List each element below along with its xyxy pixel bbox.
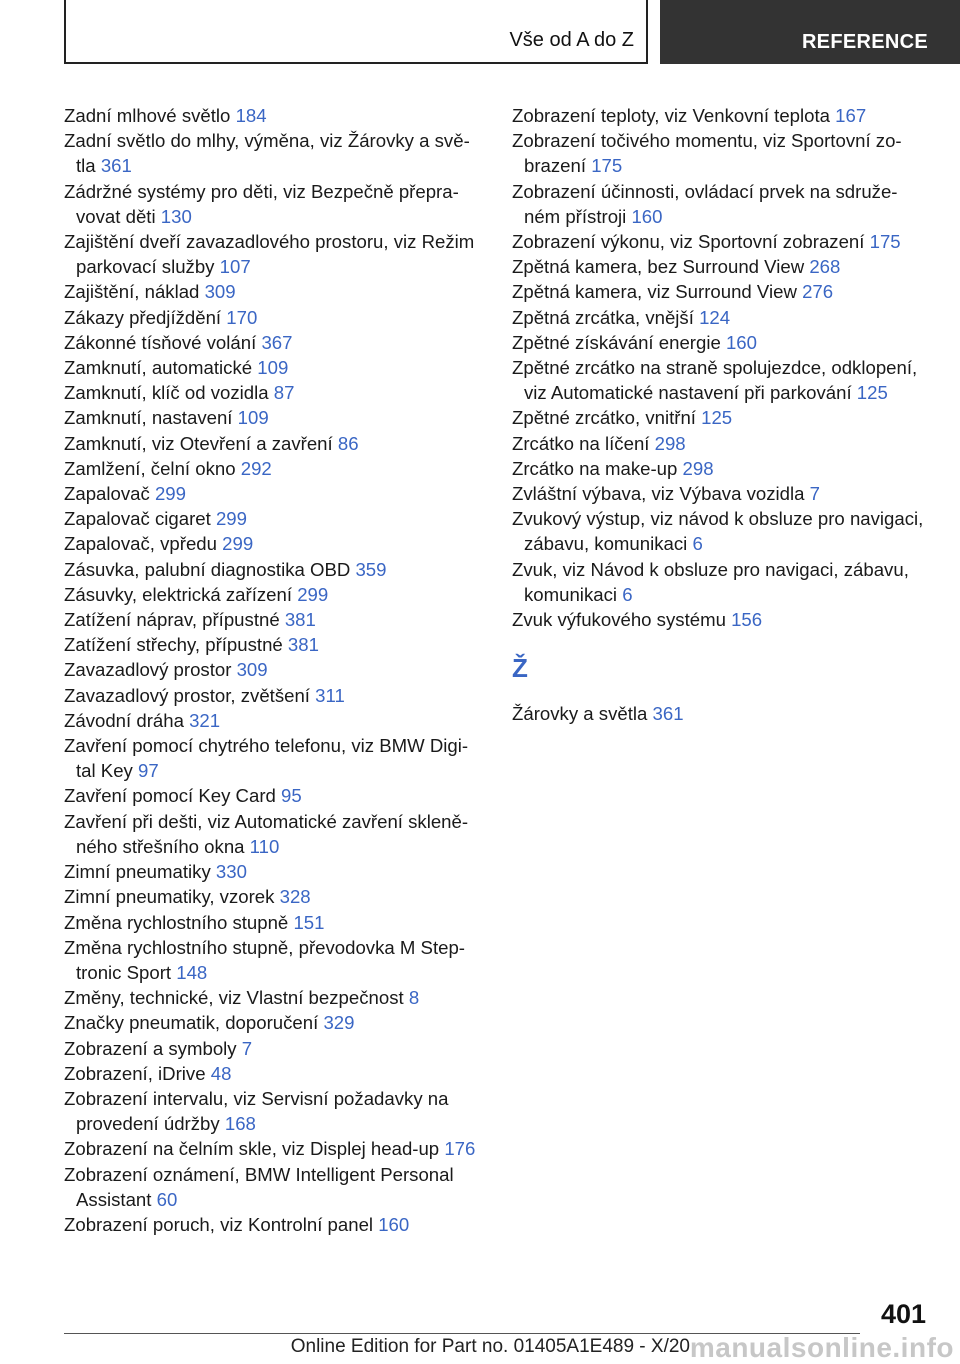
index-entry-page-link[interactable]: 328 [279,886,311,908]
index-entry-page-link[interactable]: 7 [241,1037,253,1059]
footer-edition-text: Online Edition for Part no. 01405A1E489 - X/20 [290,1336,690,1357]
index-entry-text: Zapalovač cigaret [64,508,211,530]
index-entry-page-link[interactable]: 130 [160,205,192,227]
index-entry-page-link[interactable]: 176 [444,1138,476,1160]
index-entry [64,405,484,430]
index-entry [64,607,484,632]
index-entry-text: Zvláštní výbava, viz Výbava vozidla [512,483,805,505]
index-entry-text: Zpětná kamera, viz Surround View [512,281,797,303]
index-entry [64,683,484,708]
index-entry-page-link[interactable]: 6 [692,533,703,555]
index-entry-page-link[interactable]: 160 [725,331,757,353]
index-entry-page-link[interactable]: 292 [240,457,272,479]
index-entry-text: Zajištění, náklad [64,281,200,303]
index-entry-page-link[interactable]: 311 [315,684,345,706]
index-entry [64,1010,484,1035]
index-entry [64,1036,484,1061]
index-entry-text: Zásuvky, elektrická zařízení [64,583,293,605]
index-entry-page-link[interactable]: 124 [699,306,731,328]
index-entry-page-link[interactable]: 299 [222,533,254,555]
index-entry-page-link[interactable]: 125 [701,407,733,429]
index-entry [512,254,932,279]
index-entry [512,229,932,254]
index-entry [64,708,484,733]
index-entry-text: Zpětné zrcátko na straně spolujezdce, odklopení, viz Automatické nastavení při parkování [512,357,918,404]
index-entry-text: Zavření při dešti, viz Automatické zavření skleně-ného střešního okna [64,810,469,857]
index-entry-text: Zobrazení oznámení, BMW Intelligent Personal Assistant [64,1163,454,1210]
index-entry-text: Zpětné získávání energie [512,331,721,353]
index-entry-text: Zajištění dveří zavazadlového prostoru, viz Režim parkovací služby [64,231,475,278]
index-entry-text: Zvukový výstup, viz návod k obsluze pro navigaci, zábavu, komunikaci [512,508,924,555]
index-entry-text: Zobrazení a symboly [64,1037,237,1059]
index-entry [512,405,932,430]
index-entry-text: Zavření pomocí Key Card [64,785,276,807]
index-entry-page-link[interactable]: 361 [100,155,132,177]
index-entry-page-link[interactable]: 7 [809,483,820,505]
index-entry-text: Zobrazení točivého momentu, viz Sportovní zo-brazení [512,130,902,177]
index-entry [64,481,484,506]
index-entry-text: Zatížení náprav, přípustné [64,609,280,631]
index-entry-text: Zásuvka, palubní diagnostika OBD [64,558,351,580]
index-entry-page-link[interactable]: 299 [297,583,329,605]
index-entry [64,935,484,985]
index-entry-text: Zobrazení poruch, viz Kontrolní panel [64,1213,374,1235]
chapter-title: REFERENCE [801,31,928,53]
index-entry [512,128,932,178]
index-entry-text: Zobrazení teploty, viz Venkovní teplota [512,105,830,126]
index-entry-text: Zvuk, viz Návod k obsluze pro navigaci, zábavu, komunikaci [512,558,909,605]
index-entry [512,506,932,556]
index-entry-page-link[interactable]: 148 [176,961,208,983]
index-entry-page-link[interactable]: 175 [591,155,623,177]
index-entry [64,229,484,279]
index-entry-text: Zapalovač [64,483,150,505]
index-entry-page-link[interactable]: 298 [654,432,686,454]
index-entry-page-link[interactable]: 299 [154,483,186,505]
index-entry-page-link[interactable]: 381 [287,634,319,656]
index-entry [512,557,932,607]
index-entry [512,607,932,632]
index-entry-page-link[interactable]: 170 [226,306,258,328]
index-entry [64,809,484,859]
index-entry-page-link[interactable]: 361 [652,703,684,725]
index-entry-page-link[interactable]: 299 [215,508,247,530]
index-entry [512,701,932,726]
index-entry [512,179,932,229]
index-entry-text: Zrcátko na make-up [512,457,678,479]
index-entry [64,557,484,582]
index-entry-text: Zobrazení účinnosti, ovládací prvek na sdruže-ném přístroji [512,180,898,227]
page-number: 401 [880,1299,926,1329]
index-entry [64,330,484,355]
index-entry-text: Zimní pneumatiky, vzorek [64,886,275,908]
index-entry-text: Zadní světlo do mlhy, výměna, viz Žárovky a svě-tla [64,130,470,177]
index-entry-page-link[interactable]: 329 [323,1012,355,1034]
index-entry-text: Změny, technické, viz Vlastní bezpečnost [64,987,404,1009]
index-entry [64,179,484,229]
index-entry [64,657,484,682]
index-entry [512,330,932,355]
index-entry-page-link[interactable]: 60 [156,1188,178,1210]
index-column-left [64,103,484,1237]
index-entry-page-link[interactable]: 107 [219,256,251,278]
index-entry [64,884,484,909]
index-entry-page-link[interactable]: 125 [856,382,888,404]
index-entry-text: Zpětné zrcátko, vnitřní [512,407,696,429]
index-entry-page-link[interactable]: 95 [281,785,302,807]
header-chapter-tab [660,0,960,64]
index-entry-page-link[interactable]: 381 [284,609,316,631]
section-title: Vše od A do Z [509,29,634,51]
section-letter: Ž [512,653,528,684]
index-entry-page-link[interactable]: 160 [631,205,663,227]
index-entry-page-link[interactable]: 268 [809,256,841,278]
index-entry-page-link[interactable]: 167 [835,105,867,126]
watermark-logo: manualsonline.info [689,1332,954,1363]
index-entry [64,783,484,808]
index-entry-text: Zadní mlhové světlo [64,105,231,126]
index-entry-text: Zobrazení, iDrive [64,1062,206,1084]
index-entry [64,1086,484,1136]
index-entry [64,279,484,304]
index-entry-page-link[interactable]: 8 [408,987,420,1009]
index-entry-text: Zamknutí, viz Otevření a zavření [64,432,333,454]
index-entry [64,632,484,657]
index-entry-page-link[interactable]: 298 [682,457,714,479]
index-entry-page-link[interactable]: 276 [802,281,834,303]
index-entry [512,431,932,456]
index-entry-page-link[interactable]: 109 [237,407,269,429]
index-entry-text: Žárovky a světla [512,703,648,725]
index-entry [512,279,932,304]
index-entry-text: Zrcátko na líčení [512,432,650,454]
index-entry [64,103,484,128]
index-entry [512,305,932,330]
index-entry-text: Změna rychlostního stupně [64,911,289,933]
index-entry-page-link[interactable]: 151 [293,911,325,933]
index-entry-page-link[interactable]: 97 [138,760,159,782]
index-entry [64,1162,484,1212]
index-entry [64,1061,484,1086]
index-entry-page-link[interactable]: 48 [210,1062,232,1084]
index-entry-page-link[interactable]: 87 [273,382,295,404]
index-entry-text: Změna rychlostního stupně, převodovka M Step-tronic Sport [64,936,466,983]
index-entry-page-link[interactable]: 6 [622,583,633,605]
header-section-box [64,0,648,64]
index-entry-text: Zatížení střechy, přípustné [64,634,283,656]
index-entry-text: Zádržné systémy pro děti, viz Bezpečně přepra-vovat děti [64,180,459,227]
index-entry [64,1136,484,1161]
index-entry-page-link[interactable]: 367 [261,331,293,353]
index-entry-text: Zamknutí, klíč od vozidla [64,382,269,404]
index-entry [64,506,484,531]
index-entry [64,1212,484,1237]
index-entry-text: Zpětná kamera, bez Surround View [512,256,805,278]
index-entry [64,456,484,481]
index-entry-text: Zavření pomocí chytrého telefonu, viz BMW Digi-tal Key [64,735,469,782]
index-entry-text: Značky pneumatik, doporučení [64,1012,319,1034]
index-entry-text: Zamknutí, nastavení [64,407,233,429]
index-column-right [512,103,932,726]
index-entry-text: Závodní dráha [64,709,184,731]
index-entry-text: Zpětná zrcátka, vnější [512,306,694,328]
index-entry-page-link[interactable]: 309 [204,281,236,303]
index-entry [64,910,484,935]
index-entry-text: Zapalovač, vpředu [64,533,217,555]
index-entry-text: Zobrazení na čelním skle, viz Displej head-up [64,1138,440,1160]
index-entry-page-link[interactable]: 175 [869,231,901,253]
index-entry [64,582,484,607]
index-entry [64,531,484,556]
index-entry [64,431,484,456]
index-entry-text: Zobrazení intervalu, viz Servisní požadavky na provedení údržby [64,1087,449,1135]
index-entry-page-link[interactable]: 359 [355,558,387,580]
index-entry-text: Zamknutí, automatické [64,357,253,379]
index-entry-page-link[interactable]: 309 [236,659,268,681]
index-entry-text: Zamlžení, čelní okno [64,457,236,479]
index-entry [64,380,484,405]
index-entry-text: Zákonné tísňové volání [64,331,257,353]
index-entry [64,733,484,783]
index-entry [64,355,484,380]
index-entry-text: Zákazy předjíždění [64,306,222,328]
index-entry [64,985,484,1010]
index-entry-text: Zavazadlový prostor [64,659,232,681]
index-entry [512,355,932,405]
index-entry-page-link[interactable]: 109 [257,357,289,379]
index-entry [512,456,932,481]
index-entry [64,128,484,178]
index-entry [64,305,484,330]
index-entry-text: Zobrazení výkonu, viz Sportovní zobrazení [512,231,865,253]
index-entry-page-link[interactable]: 86 [337,432,359,454]
index-entry [512,481,932,506]
index-entry-text: Zimní pneumatiky [64,861,211,883]
index-entry-text: Zvuk výfukového systému [512,609,726,631]
index-entry-page-link[interactable]: 110 [249,835,280,857]
index-entry-page-link[interactable]: 184 [235,105,267,126]
index-entry-page-link[interactable]: 168 [224,1113,256,1135]
index-entry-page-link[interactable]: 156 [731,609,763,631]
index-entry-page-link[interactable]: 330 [215,861,247,883]
index-entry-page-link[interactable]: 160 [378,1213,410,1235]
index-entry [512,103,932,128]
index-entry-text: Zavazadlový prostor, zvětšení [64,684,310,706]
index-entry [64,859,484,884]
index-entry-page-link[interactable]: 321 [189,709,221,731]
